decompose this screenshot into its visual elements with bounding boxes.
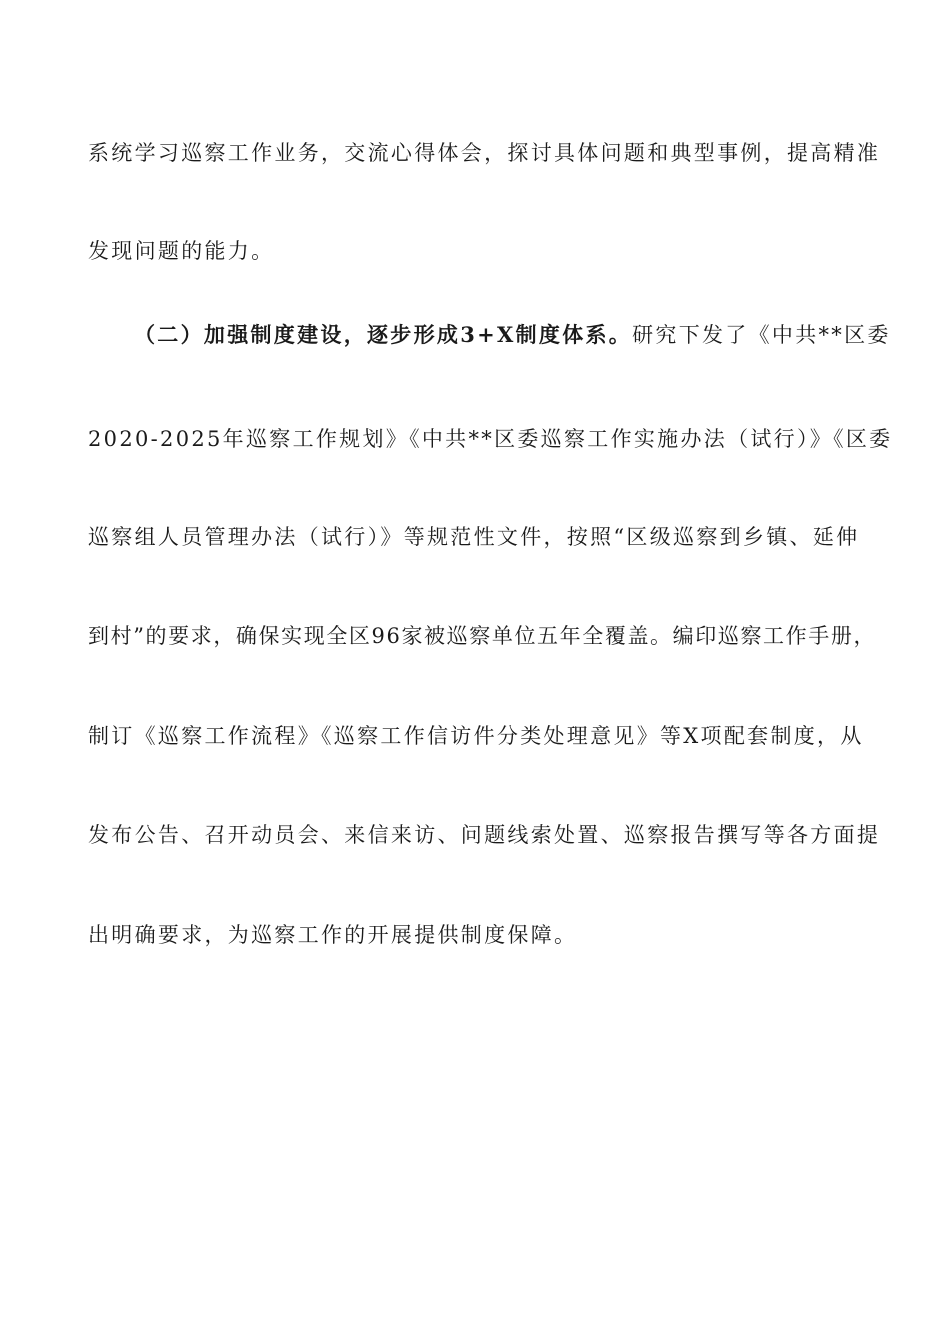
paragraph-line-5: 巡察组人员管理办法（试行）》等规范性文件，按照“区级巡察到乡镇、延伸 (88, 525, 860, 549)
paragraph-line-8: 发布公告、召开动员会、来信来访、问题线索处置、巡察报告撰写等各方面提 (88, 823, 881, 847)
section-first-line (134, 320, 891, 350)
paragraph-line-6: 到村”的要求，确保实现全区96家被巡察单位五年全覆盖。编印巡察工作手册， (88, 624, 877, 648)
paragraph-line-2: 发现问题的能力。 (88, 239, 275, 263)
paragraph-line-4: 2020-2025年巡察工作规划》《中共**区委巡察工作实施办法（试行）》《区委 (88, 427, 893, 451)
section-heading: （二）加强制度建设，逐步形成3+X制度体系。 (134, 322, 633, 347)
paragraph-line-9: 出明确要求，为巡察工作的开展提供制度保障。 (88, 923, 578, 947)
paragraph-line-1: 系统学习巡察工作业务，交流心得体会，探讨具体问题和典型事例，提高精准 (88, 141, 881, 165)
section-text-start: 研究下发了《中共**区委 (632, 323, 891, 347)
paragraph-line-7: 制订《巡察工作流程》《巡察工作信访件分类处理意见》等X项配套制度，从 (88, 724, 864, 748)
